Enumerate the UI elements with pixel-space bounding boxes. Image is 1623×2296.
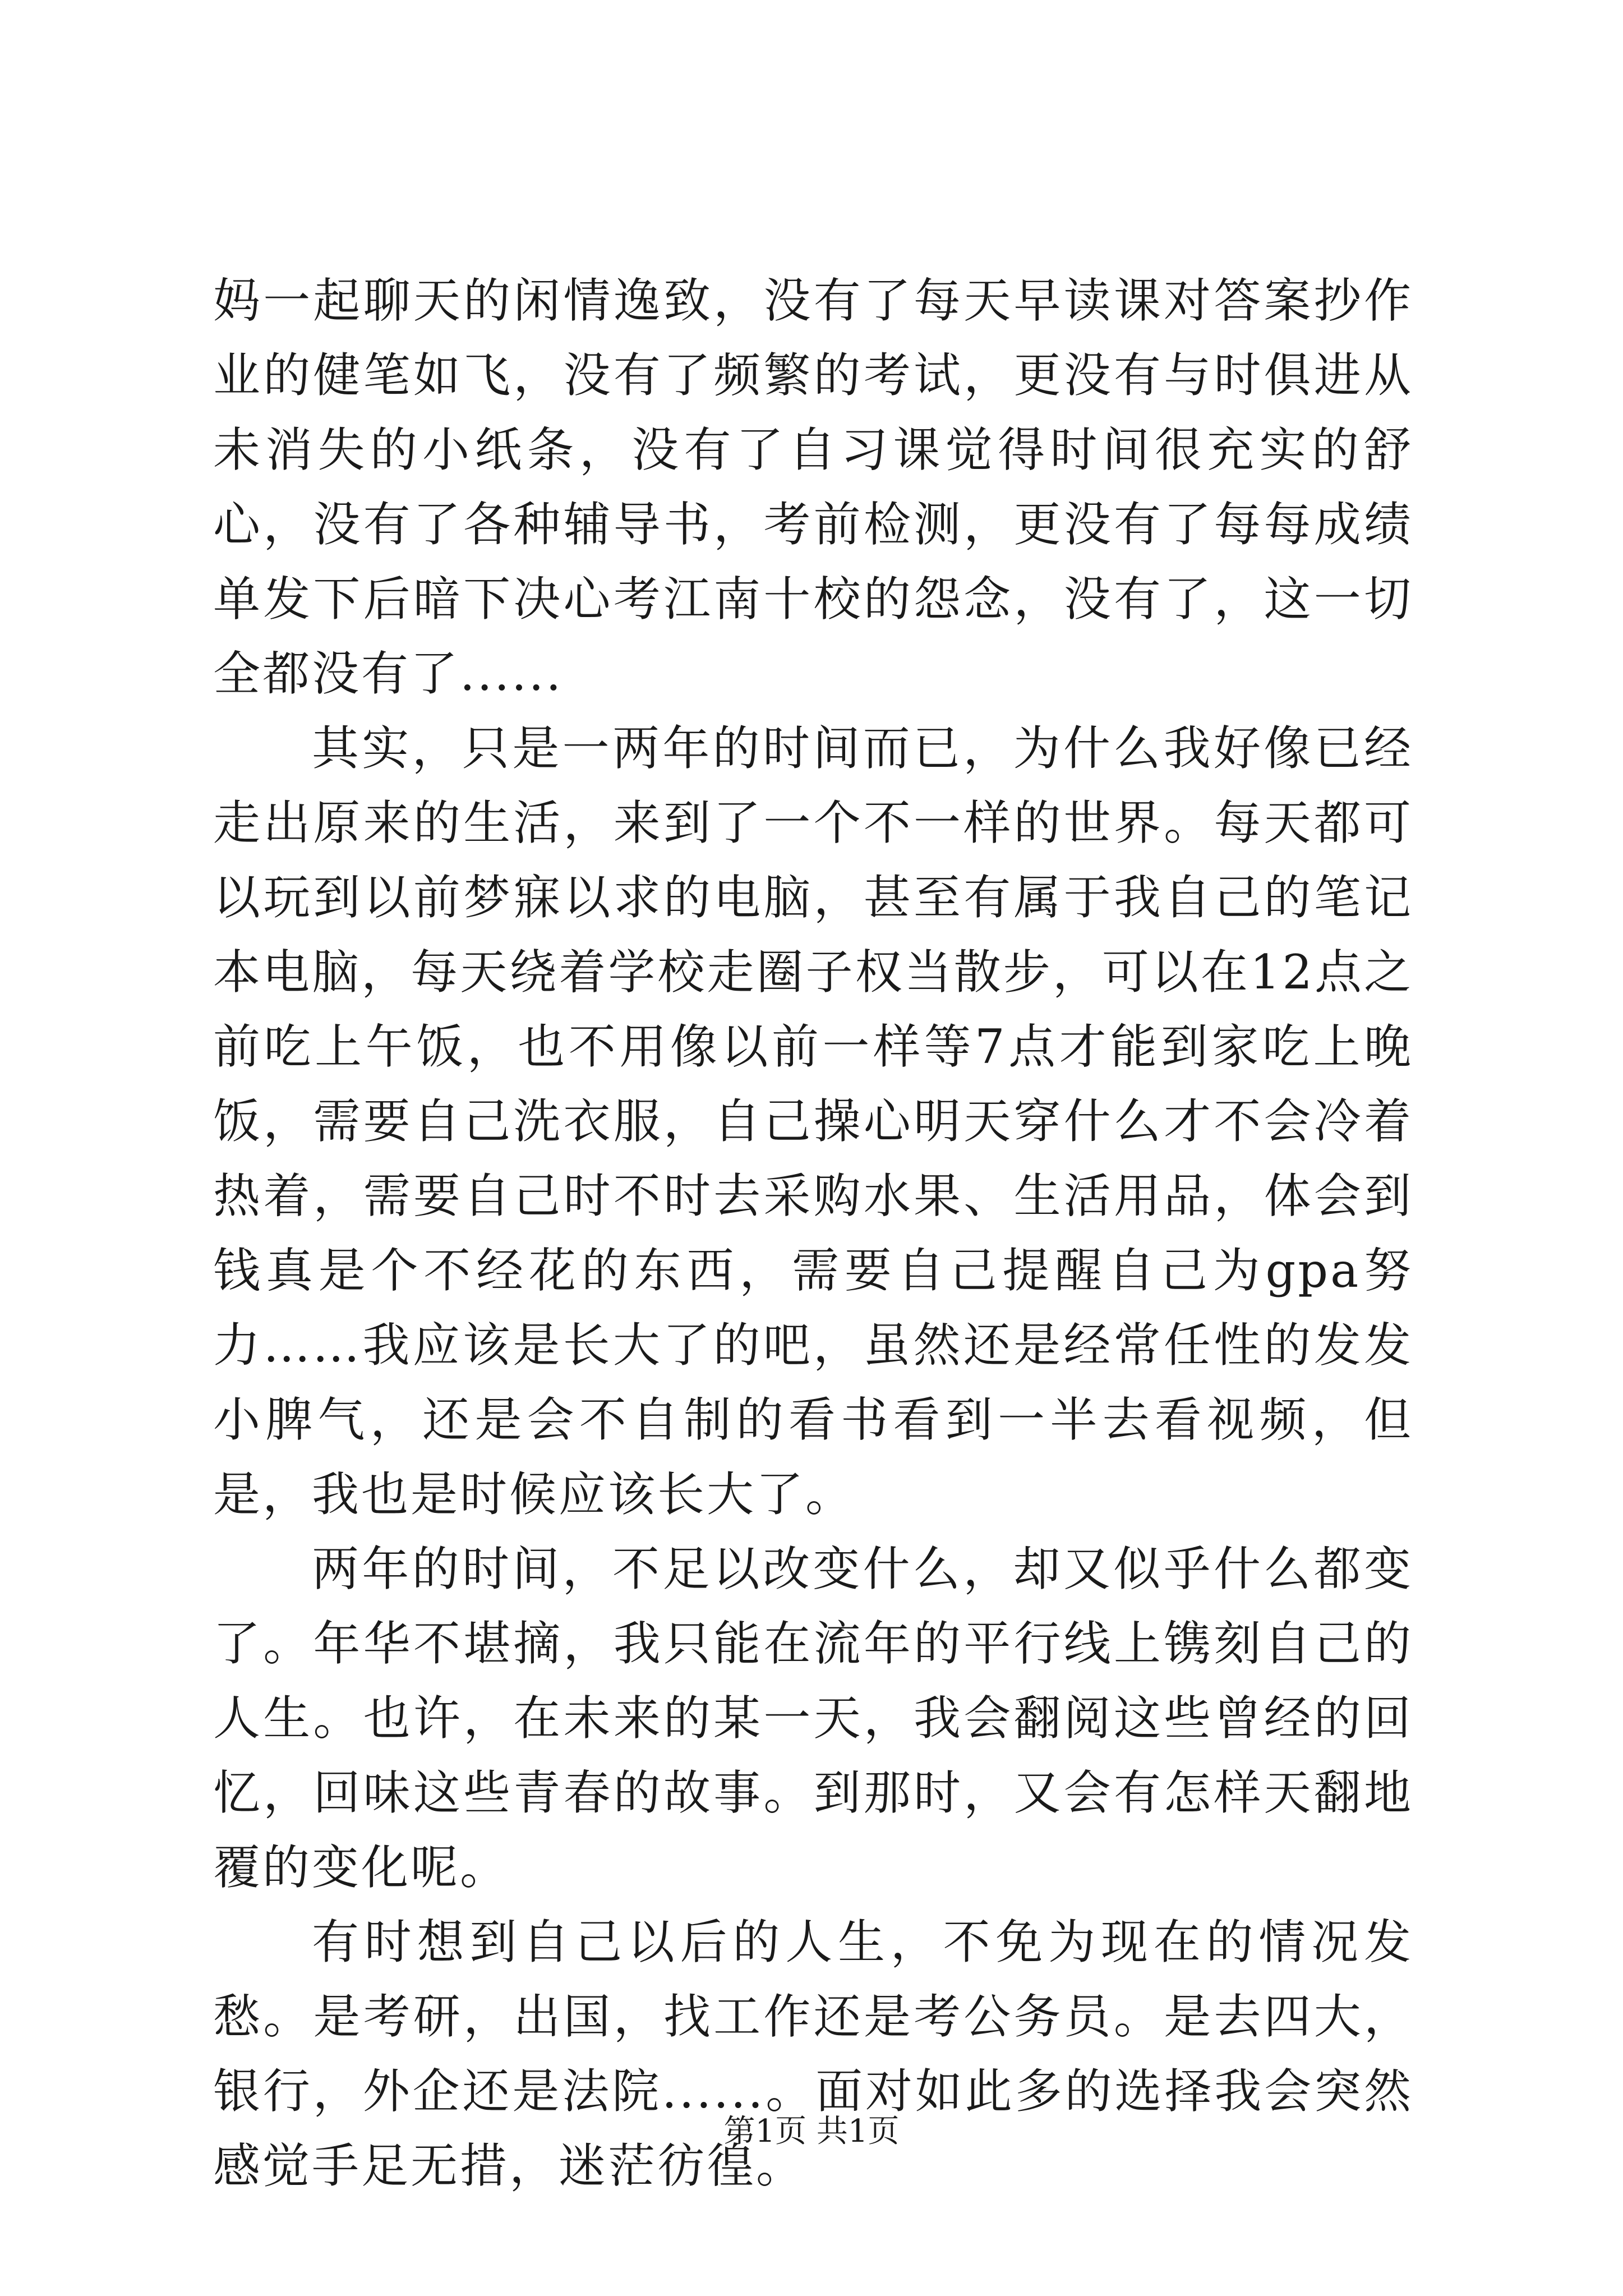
paragraph-4: 有时想到自己以后的人生，不免为现在的情况发愁。是考研，出国，找工作还是考公务员。是去四大，银行，外企还是法院......。面对如此多的选择我会突然感觉手足无措，迷茫彷徨。	[213, 1915, 1413, 2193]
paragraph-1: 妈一起聊天的闲情逸致，没有了每天早读课对答案抄作业的健笔如飞，没有了频繁的考试，更没有与时俱进从未消失的小纸条，没有了自习课觉得时间很充实的舒心，没有了各种辅导书，考前检测，更没有了每每成绩单发下后暗下决心考江南十校的怨念，没有了，这一切全都没有了......	[213, 273, 1413, 701]
page-footer: 第1页 共1页	[723, 2113, 900, 2150]
document-body	[213, 264, 1413, 2203]
paragraph-3: 两年的时间，不足以改变什么，却又似乎什么都变了。年华不堪摘，我只能在流年的平行线上镌刻自己的人生。也许，在未来的某一天，我会翻阅这些曾经的回忆，回味这些青春的故事。到那时，又会有怎样天翻地覆的变化呢。	[213, 1542, 1413, 1895]
paragraph-2: 其实，只是一两年的时间而已，为什么我好像已经走出原来的生活，来到了一个不一样的世界。每天都可以玩到以前梦寐以求的电脑，甚至有属于我自己的笔记本电脑，每天绕着学校走圈子权当散步，可以在12点之前吃上午饭，也不用像以前一样等7点才能到家吃上晚饭，需要自己洗衣服，自己操心明天穿什么才不会冷着热着，需要自己时不时去采购水果、生活用品，体会到钱真是个不经花的东西，需要自己提醒自己为gpa努力……我应该是长大了的吧，虽然还是经常任性的发发小脾气，还是会不自制的看书看到一半去看视频，但是，我也是时候应该长大了。	[213, 721, 1413, 1522]
